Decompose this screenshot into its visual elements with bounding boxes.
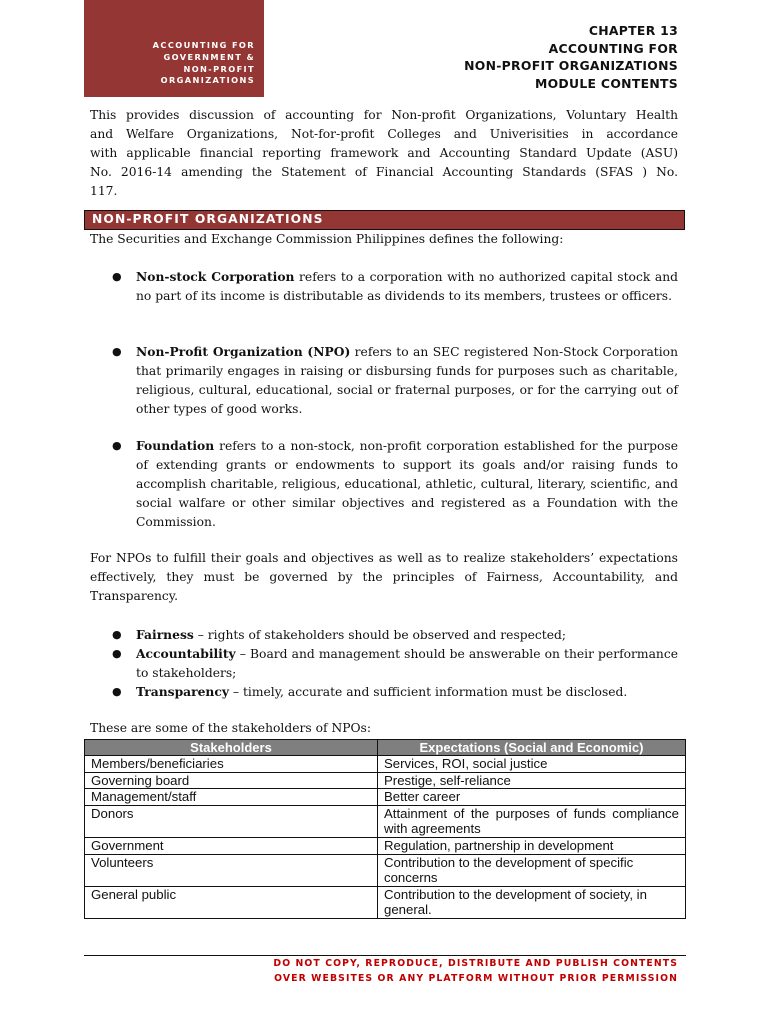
table-row [85, 886, 686, 918]
table-cell: Services, ROI, social justice [378, 756, 686, 773]
definition-item [112, 267, 678, 306]
intro-paragraph [90, 106, 678, 201]
principle-text: – Board and management should be answerable on their performance to stakeholders; [136, 647, 678, 680]
table-cell: Attainment of the purposes of funds compliance with agreements [378, 805, 686, 837]
definition-item [112, 436, 678, 532]
header-box-line: NON-PROFIT [183, 63, 255, 74]
copyright-notice [273, 957, 678, 986]
table-row [85, 837, 686, 854]
table-row [85, 789, 686, 806]
table-cell: Regulation, partnership in development [378, 837, 686, 854]
header-box-text [153, 40, 255, 87]
table-cell: General public [85, 886, 378, 918]
header-box-line: ORGANIZATIONS [160, 75, 255, 86]
table-row [85, 805, 686, 837]
definition-text: refers to a non-stock, non-profit corporation established for the purpose of extending grants or endowments to support its goals and/or raising funds to accomplish charitable, religious, educational, athletic, cultural, literary, scientific, and social walfare or other similar objectives and registered as a Foundation with the Commission. [136, 439, 678, 529]
stakeholders-table [84, 739, 686, 919]
table-cell: Governing board [85, 772, 378, 789]
chapter-title-line: MODULE CONTENTS [534, 75, 678, 91]
principle-item [112, 644, 678, 683]
definition-text: refers to a corporation with no authorized capital stock and no part of its income is distributable as dividends to its members, trustees or officers. [136, 270, 678, 303]
section-heading-bar [84, 210, 685, 230]
principle-text: – rights of stakeholders should be observed and respected; [193, 628, 567, 642]
table-cell: Better career [378, 789, 686, 806]
footer-divider [84, 955, 686, 956]
principle-term: Accountability [136, 646, 236, 661]
table-cell: Contribution to the development of specific concerns [378, 854, 686, 886]
bullet-icon: ● [112, 439, 122, 452]
table-cell: Members/beneficiaries [85, 756, 378, 773]
bullet-icon: ● [112, 270, 122, 283]
principle-term: Transparency [136, 684, 230, 699]
definition-term: Non-stock Corporation [136, 269, 295, 284]
table-cell: Government [85, 837, 378, 854]
header-box-line: GOVERNMENT & [163, 51, 255, 62]
chapter-title [464, 22, 678, 92]
bullet-icon: ● [112, 628, 122, 641]
section-intro: The Securities and Exchange Commission Philippines defines the following: [90, 232, 564, 246]
chapter-title-line: NON-PROFIT ORGANIZATIONS [464, 58, 678, 73]
bullet-icon: ● [112, 685, 122, 698]
table-cell: Prestige, self-reliance [378, 772, 686, 789]
intro-line: No. 2016-14 amending the Statement of Financial Accounting Standards (SFAS ) No. [90, 165, 678, 179]
table-cell: Donors [85, 805, 378, 837]
copyright-line: DO NOT COPY, REPRODUCE, DISTRIBUTE AND PUBLISH CONTENTS [273, 958, 678, 969]
table-intro: These are some of the stakeholders of NPOs: [90, 721, 372, 735]
column-header: Expectations (Social and Economic) [378, 740, 686, 756]
chapter-title-line: ACCOUNTING FOR [548, 40, 678, 56]
bullet-icon: ● [112, 345, 122, 358]
definition-text: refers to an SEC registered Non-Stock Corporation that primarily engages in raising or disbursing funds for purposes such as charitable, religious, cultural, educational, social or fraternal purposes, or for the carrying out of other types of good works. [136, 345, 678, 416]
table-cell: Volunteers [85, 854, 378, 886]
definition-item [112, 342, 678, 419]
definition-term: Non-Profit Organization (NPO) [136, 344, 351, 359]
intro-line: This provides discussion of accounting for Non-profit Organizations, Voluntary Health [90, 108, 678, 122]
table-cell: Management/staff [85, 789, 378, 806]
principle-text: – timely, accurate and sufficient information must be disclosed. [229, 685, 628, 699]
table-header-row [85, 740, 686, 756]
bullet-icon: ● [112, 647, 122, 660]
intro-line: with applicable financial reporting framework and Accounting Standard Update (ASU) [90, 146, 678, 160]
table-row [85, 772, 686, 789]
definition-term: Foundation [136, 438, 215, 453]
chapter-title-line: CHAPTER 13 [588, 23, 678, 38]
table-row [85, 854, 686, 886]
principles-paragraph: For NPOs to fulfill their goals and objectives as well as to realize stakeholders’ expectations effectively, they must be governed by the principles of Fairness, Accountability, and Transparency. [90, 551, 678, 603]
table-row [85, 756, 686, 773]
principle-item [112, 682, 678, 702]
principle-term: Fairness [136, 627, 194, 642]
section-heading: NON-PROFIT ORGANIZATIONS [92, 212, 324, 226]
header-box-line: ACCOUNTING FOR [152, 40, 255, 50]
table-cell: Contribution to the development of society, in general. [378, 886, 686, 918]
intro-line: and Welfare Organizations, Not-for-profit Colleges and Univerisities in accordance [90, 127, 678, 141]
intro-line: 117. [90, 184, 118, 198]
principle-item [112, 625, 678, 645]
header-color-box [84, 0, 264, 97]
column-header: Stakeholders [85, 740, 378, 756]
copyright-line: OVER WEBSITES OR ANY PLATFORM WITHOUT PRIOR PERMISSION [274, 972, 678, 984]
